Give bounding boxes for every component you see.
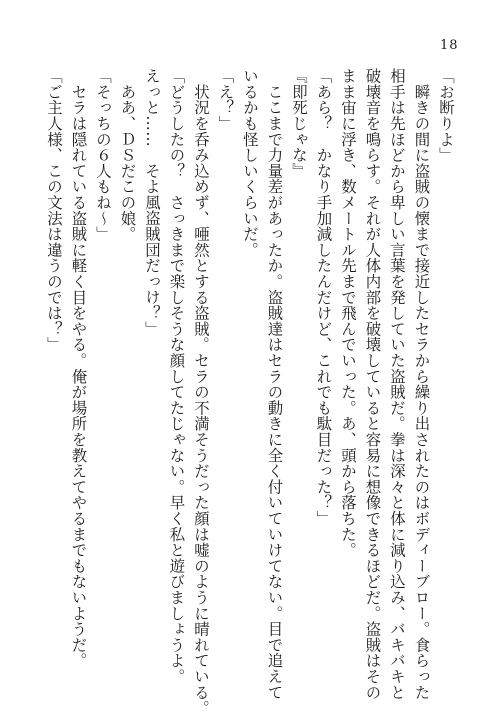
page-number: 18 <box>440 38 459 53</box>
text-line: 瞬きの間に盗賊の懐まで接近したセラから繰り出されたのはボディーブロー。食らった <box>412 68 431 700</box>
text-line: 「お断りよ」 <box>437 68 455 163</box>
text-line: 『即死じゃな』 <box>290 68 308 179</box>
text-line: 相手は先ほどから卑しい言葉を発していた盗賊だ。拳は深々と体に減り込み、バキバキと <box>388 68 406 700</box>
text-line: まま宙に浮き、数メートル先まで飛んでいった。あ、頭から落ちた。 <box>339 68 357 558</box>
text-line: 「え？」 <box>216 68 235 132</box>
text-line: いるかも怪しいくらいだ。 <box>241 68 259 258</box>
text-line: 「あら？ かなり手加減したんだけど、これでも駄目だった？」 <box>314 68 333 527</box>
body-text <box>42 68 459 716</box>
text-line: ああ、ＤＳだこの娘。 <box>118 68 137 242</box>
text-line: 状況を呑み込めず、唖然とする盗賊。セラの不満そうだった顔は嘘のように晴れている。 <box>192 68 210 716</box>
text-line: セラは隠れている盗賊に軽く目をやる。俺が場所を教えてやるまでもないようだ。 <box>69 68 88 669</box>
text-line: 破壊音を鳴らす。それが人体内部を破壊していると容易に想像できるほどだ。盗賊はその <box>363 68 382 700</box>
text-line: えっと…… そよ風盗賊団だっけ？」 <box>143 68 161 337</box>
text-line: 「ご主人様、この文法は違うのでは？」 <box>45 68 63 353</box>
text-line: ここまで力量差があったか。盗賊達はセラの動きに全く付いていけてない。目で追えて <box>265 68 284 700</box>
text-line: 「どうしたの？ さっきまで楽しそうな顔してたじゃない。早く私と遊びましょうよ。 <box>167 68 186 685</box>
text-line: 「そっちの６人もね～」 <box>94 68 112 242</box>
